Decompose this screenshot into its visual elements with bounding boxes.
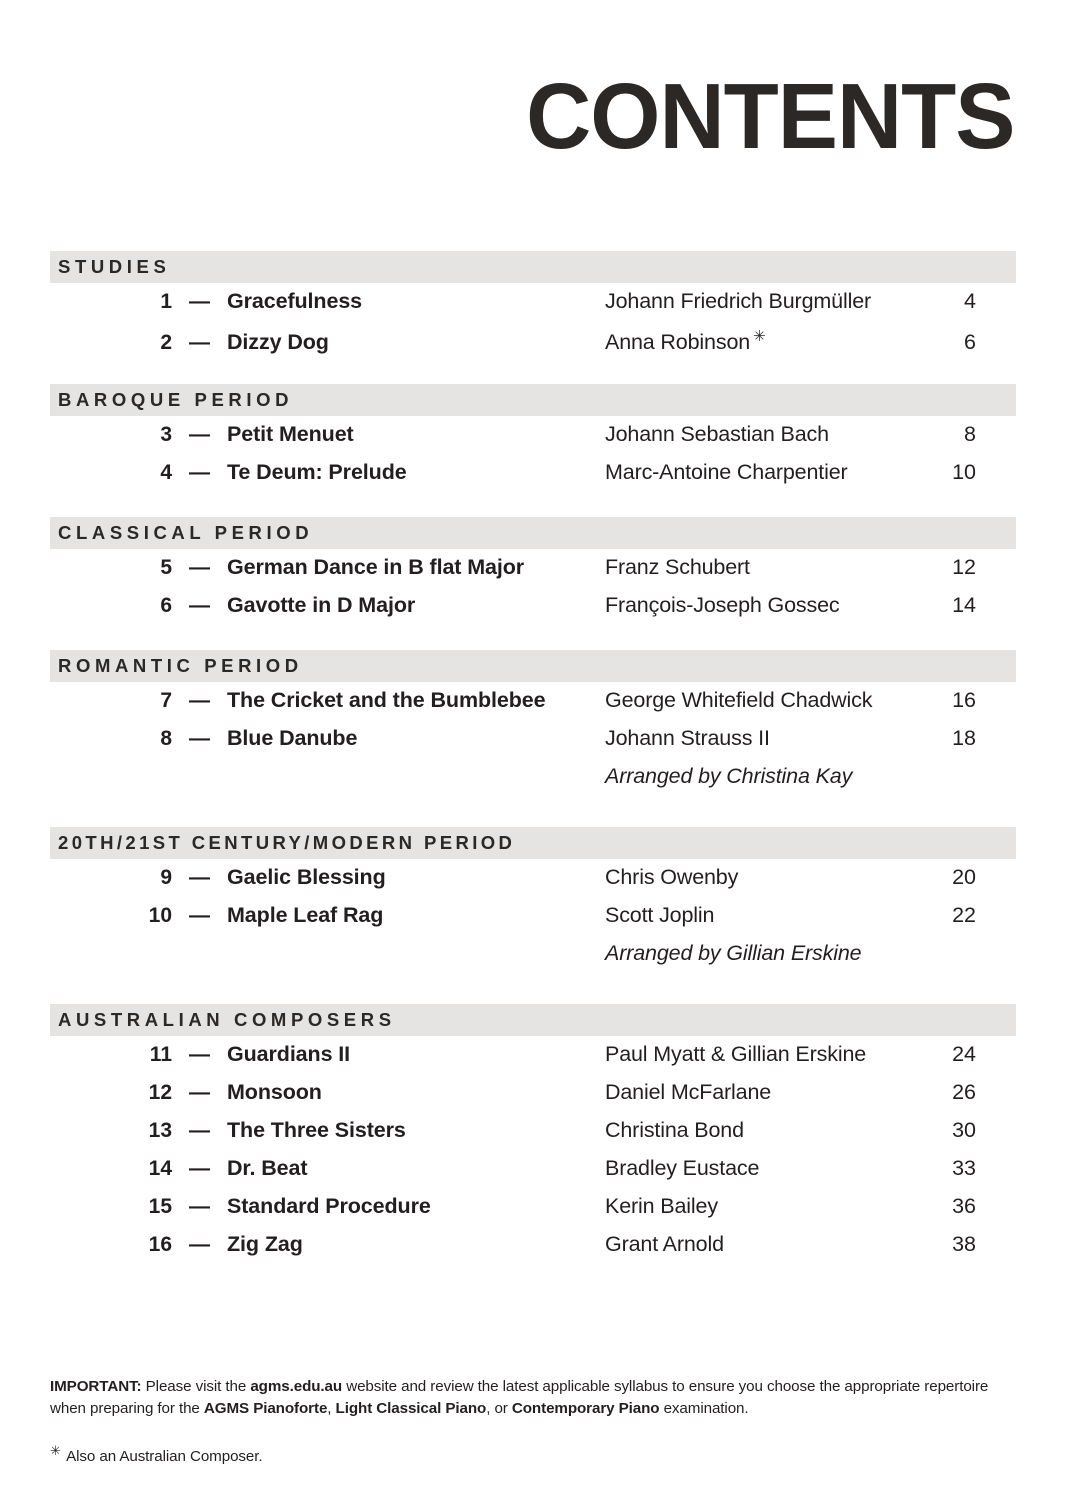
section-rows: [50, 865, 1016, 978]
table-row[interactable]: [50, 903, 1016, 941]
section-rows: [50, 422, 1016, 498]
piece-title: Te Deum: Prelude: [227, 460, 407, 484]
table-row[interactable]: [50, 1194, 1016, 1232]
table-row[interactable]: [50, 327, 1016, 365]
arranger-row: [50, 941, 1016, 978]
section-header-band: [50, 251, 1016, 283]
piece-title: Petit Menuet: [227, 422, 354, 446]
composer-name: [605, 327, 914, 355]
section-classical-period: [50, 517, 1016, 631]
footer-important-note: [50, 1376, 1002, 1421]
composer-name: [605, 1232, 914, 1257]
piece-title: The Cricket and the Bumblebee: [227, 688, 546, 712]
table-row[interactable]: [50, 1042, 1016, 1080]
table-row[interactable]: [50, 865, 1016, 903]
section-spacer: [50, 365, 1016, 384]
section-baroque-period: [50, 384, 1016, 498]
arranger-credit: Arranged by Gillian Erskine: [605, 941, 862, 965]
table-row[interactable]: [50, 1156, 1016, 1194]
row-dash: —: [189, 727, 210, 750]
composer-label: Franz Schubert: [605, 555, 750, 579]
row-number: 10: [148, 904, 172, 927]
row-number: 13: [148, 1119, 172, 1142]
row-dash: —: [189, 689, 210, 712]
section-heading: ROMANTIC PERIOD: [58, 655, 303, 676]
table-row[interactable]: [50, 593, 1016, 631]
section-rows: [50, 289, 1016, 365]
page-number: 18: [952, 726, 976, 750]
composer-label: François-Joseph Gossec: [605, 593, 840, 617]
composer-label: Scott Joplin: [605, 903, 715, 927]
row-dash: —: [189, 1043, 210, 1066]
row-dash: —: [189, 1233, 210, 1256]
section-heading: CLASSICAL PERIOD: [58, 522, 314, 543]
piece-title: Dr. Beat: [227, 1156, 308, 1180]
footer-important-label: IMPORTANT:: [50, 1378, 142, 1395]
footer-asterisk-text: Also an Australian Composer.: [62, 1447, 263, 1465]
section-header-band: [50, 384, 1016, 416]
piece-title: Blue Danube: [227, 726, 358, 750]
table-row[interactable]: [50, 726, 1016, 764]
section-modern-period: [50, 827, 1016, 978]
page-title-container: [0, 64, 1014, 168]
piece-title: The Three Sisters: [227, 1118, 406, 1142]
row-number: 2: [160, 331, 172, 355]
piece-title: German Dance in B flat Major: [227, 555, 525, 579]
row-number: 8: [160, 727, 172, 750]
composer-name: [605, 903, 914, 928]
composer-name: [605, 1194, 914, 1219]
piece-title: Dizzy Dog: [227, 330, 329, 355]
page-number: 16: [952, 688, 976, 712]
composer-label: Johann Strauss II: [605, 726, 770, 750]
page-number: 12: [952, 555, 976, 579]
contents-list: [50, 251, 1016, 1270]
page-number: 22: [952, 903, 976, 927]
arranger-credit: Arranged by Christina Kay: [605, 764, 853, 788]
row-number: 3: [160, 423, 172, 446]
row-number: 5: [160, 556, 172, 579]
page-number: 14: [952, 593, 976, 617]
footer-exam-light-classical-piano: Light Classical Piano: [335, 1400, 487, 1418]
composer-label: Chris Owenby: [605, 865, 739, 889]
row-dash: —: [189, 290, 210, 313]
piece-title: Zig Zag: [227, 1232, 303, 1256]
row-dash: —: [189, 423, 210, 446]
composer-name: [605, 555, 914, 580]
piece-title: Monsoon: [227, 1080, 322, 1104]
section-heading: 20TH/21ST CENTURY/MODERN PERIOD: [58, 832, 516, 853]
section-header-band: [50, 517, 1016, 549]
row-number: 11: [149, 1043, 172, 1066]
composer-name: [605, 1156, 914, 1181]
row-dash: —: [189, 866, 210, 889]
composer-name: [605, 593, 914, 618]
row-dash: —: [189, 461, 210, 484]
footer-exam-agms-pianoforte: AGMS Pianoforte: [203, 1400, 328, 1418]
page-number: 6: [964, 330, 976, 355]
section-rows: [50, 555, 1016, 631]
page-number: 38: [952, 1232, 976, 1256]
row-number: 4: [160, 461, 172, 484]
row-number: 16: [148, 1233, 172, 1256]
section-heading: BAROQUE PERIOD: [58, 389, 294, 410]
piece-title: Guardians II: [227, 1042, 351, 1066]
composer-label: Christina Bond: [605, 1118, 744, 1142]
asterisk-icon: ✳: [753, 328, 766, 345]
composer-name: [605, 422, 914, 447]
composer-label: Grant Arnold: [605, 1232, 724, 1256]
arranger-row: [50, 764, 1016, 801]
footer-text-2: website and review the latest applicable syllabus to ensure you choose the appropriate repertoire when preparing for the: [50, 1378, 989, 1418]
table-row[interactable]: [50, 422, 1016, 460]
footer: [50, 1376, 1002, 1465]
row-number: 6: [160, 594, 172, 617]
composer-label: George Whitefield Chadwick: [605, 688, 873, 712]
section-heading: STUDIES: [58, 256, 171, 277]
composer-name: [605, 1080, 914, 1105]
composer-label: Johann Sebastian Bach: [605, 422, 829, 446]
footer-text-5: examination.: [659, 1400, 749, 1418]
section-header-band: [50, 650, 1016, 682]
composer-name: [605, 726, 914, 751]
page-number: 24: [952, 1042, 976, 1066]
row-number: 14: [148, 1157, 172, 1180]
section-header-band: [50, 827, 1016, 859]
page-number: 8: [964, 422, 976, 446]
composer-name: [605, 1118, 914, 1143]
section-australian-composers: [50, 1004, 1016, 1270]
composer-name: [605, 688, 914, 713]
row-number: 7: [160, 689, 172, 712]
composer-name: [605, 1042, 914, 1067]
composer-label: Johann Friedrich Burgmüller: [605, 289, 872, 313]
section-header-band: [50, 1004, 1016, 1036]
piece-title: Standard Procedure: [227, 1194, 431, 1218]
composer-name: [605, 460, 914, 485]
piece-title: Gavotte in D Major: [227, 593, 416, 617]
row-dash: —: [189, 1195, 210, 1218]
table-row[interactable]: [50, 1232, 1016, 1270]
asterisk-icon: ✳: [50, 1442, 61, 1458]
page-number: 20: [952, 865, 976, 889]
page-number: 30: [952, 1118, 976, 1142]
piece-title: Maple Leaf Rag: [227, 903, 384, 927]
footer-asterisk-note: [50, 1443, 1002, 1465]
section-spacer: [50, 631, 1016, 650]
row-number: 1: [160, 290, 172, 313]
row-dash: —: [189, 594, 210, 617]
footer-text-4: , or: [486, 1400, 512, 1418]
footer-text-1: Please visit the: [141, 1378, 251, 1395]
table-row[interactable]: [50, 460, 1016, 498]
piece-title: Gaelic Blessing: [227, 865, 386, 889]
row-dash: —: [189, 331, 210, 355]
composer-label: Daniel McFarlane: [605, 1080, 772, 1104]
table-row[interactable]: [50, 555, 1016, 593]
section-spacer: [50, 801, 1016, 827]
page-number: 33: [952, 1156, 976, 1180]
composer-label: Kerin Bailey: [605, 1194, 718, 1218]
table-row[interactable]: [50, 688, 1016, 726]
footer-exam-contemporary-piano: Contemporary Piano: [511, 1400, 660, 1418]
row-dash: —: [189, 556, 210, 579]
table-row[interactable]: [50, 289, 1016, 327]
composer-label: Bradley Eustace: [605, 1156, 760, 1180]
composer-name: [605, 865, 914, 890]
page-number: 10: [952, 460, 976, 484]
row-dash: —: [189, 1119, 210, 1142]
footer-website-link[interactable]: agms.edu.au: [250, 1378, 343, 1395]
piece-title: Gracefulness: [227, 289, 363, 313]
page-number: 26: [952, 1080, 976, 1104]
section-studies: [50, 251, 1016, 365]
footer-text-3: ,: [327, 1400, 336, 1418]
row-number: 15: [148, 1195, 172, 1218]
composer-name: [605, 289, 914, 314]
row-number: 9: [160, 866, 172, 889]
page-title: CONTENTS: [525, 64, 1014, 168]
section-spacer: [50, 978, 1016, 1004]
row-dash: —: [189, 904, 210, 927]
composer-label: Paul Myatt & Gillian Erskine: [605, 1042, 867, 1066]
page-number: 36: [952, 1194, 976, 1218]
row-dash: —: [189, 1081, 210, 1104]
section-heading: AUSTRALIAN COMPOSERS: [58, 1009, 396, 1030]
section-spacer: [50, 498, 1016, 517]
composer-label: Marc-Antoine Charpentier: [605, 460, 848, 484]
table-row[interactable]: [50, 1080, 1016, 1118]
composer-label: Anna Robinson: [605, 330, 751, 355]
section-rows: [50, 1042, 1016, 1270]
row-number: 12: [148, 1081, 172, 1104]
section-rows: [50, 688, 1016, 801]
row-dash: —: [189, 1157, 210, 1180]
table-row[interactable]: [50, 1118, 1016, 1156]
section-romantic-period: [50, 650, 1016, 801]
page-number: 4: [964, 289, 976, 313]
